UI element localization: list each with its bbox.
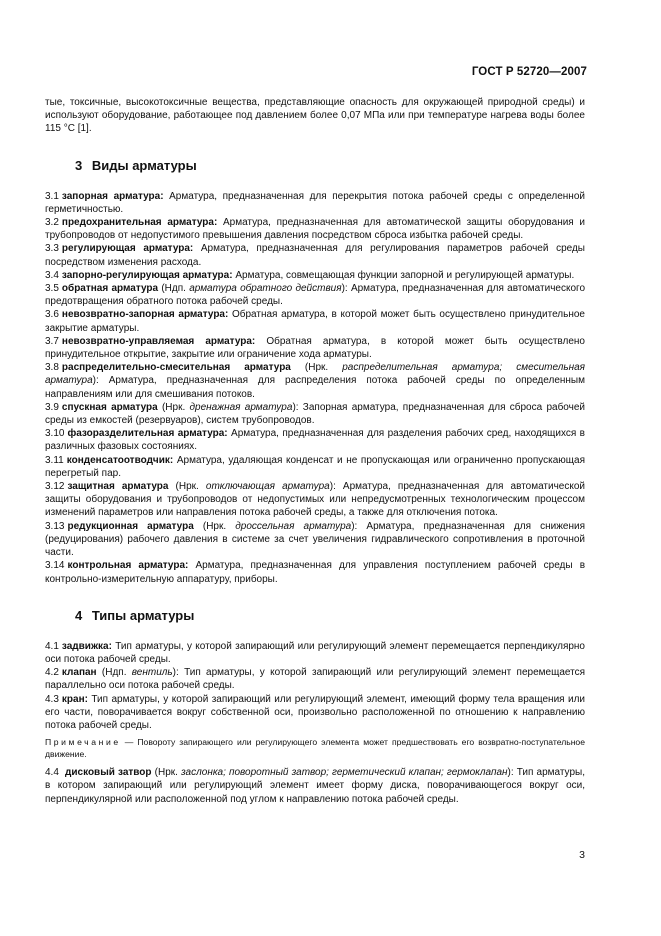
definition-mid: (Ндп. [158,283,190,295]
definition-number: 3.3 [45,243,59,255]
definition-text: Арматура, совмещающая функции запорной и регулирующей арматуры. [232,269,575,281]
definition-number: 3.12 [45,481,65,493]
section-4-heading [75,608,585,624]
definition-number: 3.8 [45,362,59,374]
definition-term: предохранительная арматура: [61,217,218,229]
definition-term: распределительно-смесительная арматура [61,362,291,374]
definition-text: Обратная арматура, в которой может быть осуществлено принудительное открытие, закрытие или ограничение хода арматуры. [45,335,585,361]
definition-deprecated-term: арматура обратного действия [189,283,342,295]
intro-paragraph: тые, токсичные, высокотоксичные вещества, представляющие опасность для окружающей природной среды) и используют оборудование, работающее под давлением более 0,07 МПа или при температуре нагрева воды более 115 °С [1]. [45,97,585,135]
definition-term: конденсатоотводчик: [66,454,174,466]
definition-number: 4.3 [45,693,59,705]
definition-deprecated-term: отключающая арматура [205,481,330,493]
definition-number: 4.2 [45,667,59,679]
definition-3-10 [45,427,585,453]
definition-text: Арматура, предназначенная для автоматической защиты оборудования и трубопроводов от недопустимого превышения давления посредством сброса избытка рабочей среды. [45,217,585,242]
definition-number: 3.7 [45,335,59,347]
definition-deprecated-term: заслонка; поворотный затвор; герметический клапан; гермоклапан [181,767,508,779]
note-paragraph [45,736,585,760]
definition-mid: (Нрк. [151,767,182,779]
section-3-title: Виды арматуры [91,157,197,173]
definition-text: ): Тип арматуры, в котором запирающий или регулирующий элемент имеет форму диска, поворачивающегося вокруг оси, перпендикулярной или расположенной под углом к направлению потока рабочей среды. [45,767,585,805]
definition-text: Тип арматуры, у которой запирающий или регулирующий элемент перемещается перпендикулярно оси потока рабочей среды. [45,640,585,665]
section-3-heading [75,158,585,174]
definition-number: 3.5 [45,283,59,295]
definition-term: спускная арматура [61,401,158,413]
definition-3-12 [45,480,585,520]
definition-term: невозвратно-управляемая арматура: [61,335,256,347]
definition-number: 3.6 [45,309,59,321]
definition-term: защитная арматура [67,481,169,493]
definition-3-9 [45,401,585,427]
section-4-title: Типы арматуры [91,607,195,623]
definition-term: запорная арматура: [61,190,164,202]
section-3-number: 3 [75,157,83,173]
definition-term: фазоразделительная арматура: [67,428,228,440]
definition-text: ): Арматура, предназначенная для распределения потока рабочей среды по определенным направлениям или для смешивания потоков. [45,375,585,400]
definition-number: 3.1 [45,190,59,202]
definition-text: ): Арматура, предназначенная для автоматического предотвращения обратного потока рабочей среды. [45,283,586,308]
definition-3-6 [45,308,585,334]
standard-header: ГОСТ Р 52720—2007 [471,66,587,78]
section-4-definitions [45,640,585,732]
section-3-definitions [45,190,585,586]
definition-mid: (Нрк. [168,481,206,493]
definition-term: контрольная арматура: [67,560,189,572]
definition-number: 3.13 [45,520,65,532]
definition-3-8 [45,361,585,401]
definition-number: 3.9 [45,401,59,413]
definition-term: регулирующая арматура: [61,243,194,255]
definition-term: редукционная арматура [67,520,194,532]
definition-text: ): Арматура, предназначенная для снижения (редуцирования) рабочего давления в системе за счет увеличения гидравлического сопротивления в проточной части. [45,520,586,559]
note-text: — Повороту запирающего или регулирующего элемента может предшествовать его возвратно-поступательное движение. [45,737,585,760]
definition-3-7 [45,335,585,361]
definition-mid: (Нрк. [290,362,343,374]
definition-text: ): Запорная арматура, предназначенная для сброса рабочей среды из емкостей (резервуаров), систем трубопроводов. [45,401,585,427]
definition-3-3 [45,242,585,268]
definition-number: 4.4 [45,767,59,779]
definition-deprecated-term: распределительная арматура; смесительная арматура [45,362,585,387]
definition-text: Арматура, предназначенная для регулирования параметров рабочей среды посредством изменения расхода. [45,243,585,268]
definition-3-13 [45,520,585,560]
definition-4-2 [45,666,585,692]
definition-deprecated-term: вентиль [131,667,173,679]
definition-4-3 [45,693,585,733]
definition-term: невозвратно-запорная арматура: [61,309,229,321]
definition-term: клапан [61,667,97,679]
definition-3-2 [45,216,585,242]
definition-text: Тип арматуры, у которой запирающий или регулирующий элемент, имеющий форму тела вращения или его части, поворачивается вокруг собственной оси, произвольно расположенной по отношению к направлению потока рабочей среды. [45,693,585,731]
definition-3-4 [45,269,585,282]
definition-3-5 [45,282,585,308]
definition-text: ): Арматура, предназначенная для автоматической защиты оборудования и трубопроводов от недопустимых или непредусмотренных технологическим процессом изменений параметров или направления потока рабочей среды, а также для отключения потока. [45,481,586,519]
definition-deprecated-term: дренажная арматура [189,401,293,413]
definition-4-4 [45,766,585,806]
definition-term: запорно-регулирующая арматура: [61,269,233,281]
definition-number: 3.14 [45,560,65,572]
definition-number: 3.4 [45,269,59,281]
definition-term: кран: [61,693,88,705]
definition-mid: (Ндп. [96,667,132,679]
page-number: 3 [579,849,585,861]
definition-text: Арматура, предназначенная для управления поступлением рабочей среды в контрольно-измерительную аппаратуру, приборы. [45,560,586,585]
definition-text: Арматура, предназначенная для перекрытия потока рабочей среды с определенной герметичностью. [45,190,585,215]
definition-number: 4.1 [45,640,59,652]
note-label: Примечание [45,737,121,748]
definition-number: 3.2 [45,217,59,229]
page-content [45,96,585,806]
definition-text: ): Тип арматуры, у которой запирающий или регулирующий элемент перемещается параллельно оси потока рабочей среды. [45,667,585,692]
definition-3-14 [45,559,585,585]
definition-term: обратная арматура [61,283,159,295]
definition-text: Арматура, удаляющая конденсат и не пропускающая или ограниченно пропускающая перегретый пар. [45,454,585,479]
definition-3-1 [45,190,585,216]
definition-mid: (Нрк. [157,401,190,413]
definition-mid: (Нрк. [193,520,236,532]
definition-text: Обратная арматура, в которой может быть осуществлено принудительное закрытие арматуры. [45,309,585,334]
definition-term: дисковый затвор [65,767,152,779]
definition-number: 3.11 [45,454,64,466]
definition-text: Арматура, предназначенная для разделения рабочих сред, находящихся в различных фазовых состояниях. [45,428,585,453]
definition-3-11 [45,454,585,480]
definition-4-1 [45,640,585,666]
section-4-number: 4 [75,607,83,623]
definition-term: задвижка: [61,640,112,652]
definition-deprecated-term: дроссельная арматура [235,520,352,532]
definition-number: 3.10 [45,428,65,440]
